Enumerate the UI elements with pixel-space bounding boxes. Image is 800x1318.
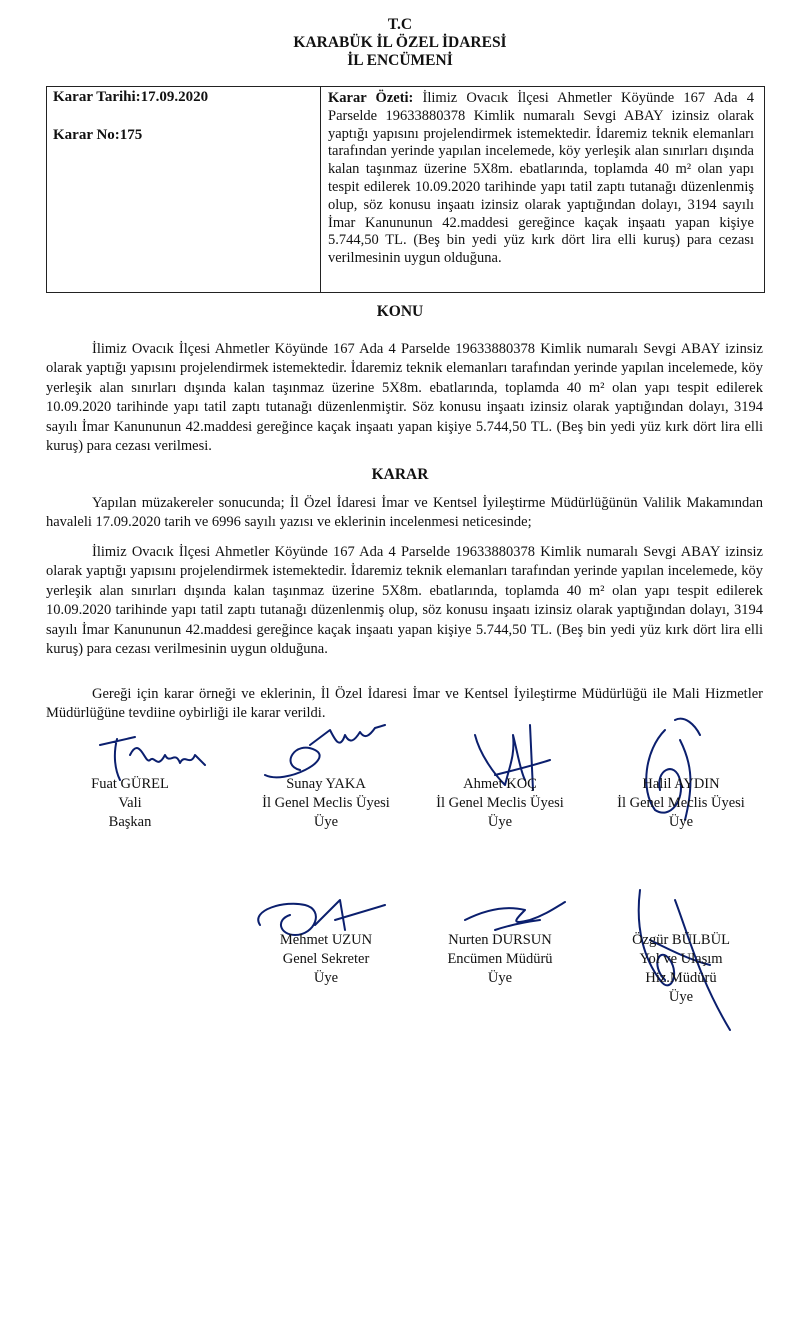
box-divider <box>320 87 321 292</box>
signatory-7 <box>596 931 766 1007</box>
karar-para-1: Yapılan müzakereler sonucunda; İl Özel İdaresi İmar ve Kentsel İyileştirme Müdürlüğünün Valilik Makamından havaleli 17.09.2020 tarih ve 6996 sayılı yazısı ve eklerinin incelenmesi neticesinde; <box>46 495 763 531</box>
konu-title: KONU <box>376 303 424 320</box>
signatory-title: Genel Sekreter <box>282 951 370 967</box>
signatory-role: Üye <box>668 814 694 830</box>
decision-summary <box>328 90 754 268</box>
signatory-title: İl Genel Meclis Üyesi <box>436 795 564 811</box>
signatory-title: Encümen Müdürü <box>447 951 553 967</box>
signatory-role: Başkan <box>108 814 152 830</box>
signatory-name: Sunay YAKA <box>286 776 366 792</box>
signatory-role: Üye <box>668 989 694 1005</box>
konu-text: İlimiz Ovacık İlçesi Ahmetler Köyünde 167 Ada 4 Parselde 19633880378 Kimlik numaralı Sevgi ABAY izinsiz olarak yaptığı yapısını projelendirmek istemektedir. İdaremiz teknik elemanları tarafından yerinde yapılan incelemede, köy yerleşik alan sınırları dışında kalan taşınmaz üzerine 5X8m. ebatlarında, toplamda 40 m² olan yapı tespit edilerek 10.09.2020 tarihinde yapı tatil zaptı tutanağı düzenlenmiştir. Söz konusu inşaatı izinsiz olarak yaptığından dolayı, 3194 sayılı İmar Kanununun 42.maddesi gereğince kaçak inşaatı yapan kişiye 5.744,50 TL. (Beş bin yedi yüz kırk dört lira elli kuruş) para cezası verilmesi. <box>46 341 763 455</box>
signatory-title: İl Genel Meclis Üyesi <box>617 795 745 811</box>
karar-para-2: İlimiz Ovacık İlçesi Ahmetler Köyünde 167 Ada 4 Parselde 19633880378 Kimlik numaralı Sevgi ABAY izinsiz olarak yaptığı yapısını projelendirmek istemektedir. İdaremiz teknik elemanları tarafından yerinde yapılan incelemede, köy yerleşik alan sınırları dışında kalan taşınmaz üzerine 5X8m. ebatlarında, toplamda 40 m² olan yapı tespit edilerek 10.09.2020 tarihinde yapı tatil zaptı tutanağı düzenlenmiş olup, söz konusu inşaatı izinsiz olarak yaptığından dolayı, 3194 sayılı İmar Kanununun 42.maddesi gereğince kaçak inşaatı yapan kişiye 5.744,50 TL. (Beş bin yedi yüz kırk dört lira elli kuruş) para cezası verilmesinin uygun olduğuna. <box>46 544 763 658</box>
header-council: İL ENCÜMENİ <box>347 52 453 69</box>
signatory-name: Mehmet UZUN <box>279 932 373 948</box>
signatory-name: Özgür BÜLBÜL <box>632 932 730 948</box>
signatory-5 <box>241 931 411 988</box>
signatory-name: Ahmet KOÇ <box>463 776 537 792</box>
signatory-title: Yol ve Ulaşım <box>639 951 723 967</box>
signatory-name: Nurten DURSUN <box>448 932 552 948</box>
signatory-title: İl Genel Meclis Üyesi <box>262 795 390 811</box>
signatory-role: Üye <box>313 814 339 830</box>
signatory-role: Üye <box>487 814 513 830</box>
summary-label: Karar Özeti: <box>328 90 414 106</box>
decision-number: Karar No:175 <box>53 127 143 143</box>
signatory-role: Üye <box>313 970 339 986</box>
karar-para-3: Gereği için karar örneği ve eklerinin, İl Özel İdaresi İmar ve Kentsel İyileştirme Müdürlüğü ile Mali Hizmetler Müdürlüğüne tevdiine oybirliği ile karar verildi. <box>46 686 763 722</box>
signatory-4 <box>596 775 766 832</box>
summary-text: İlimiz Ovacık İlçesi Ahmetler Köyünde 167 Ada 4 Parselde 19633880378 Kimlik numaralı Sevgi ABAY izinsiz olarak yaptığı yapısını projelendirmek istemektedir. İdaremiz teknik elemanları tarafından yerinde yapılan incelemede, köy yerleşik alan sınırları dışında kalan taşınmaz üzerine 5X8m. ebatlarında, toplamda 40 m² olan yapı tespit edilerek 10.09.2020 tarihinde yapı tatil zaptı tutanağı düzenlenmiş olup, söz konusu inşaatı izinsiz olarak yaptığından dolayı, 3194 sayılı İmar Kanununun 42.maddesi gereğince kaçak inşaatı yapan kişiye 5.744,50 TL. (Beş bin yedi yüz kırk dört lira elli kuruş) para cezası verilmesinin uygun olduğuna. <box>328 90 755 267</box>
signatory-name: Halil AYDIN <box>642 776 720 792</box>
signatory-6 <box>415 931 585 988</box>
signatory-1 <box>45 775 215 832</box>
karar-title: KARAR <box>371 466 429 483</box>
signatory-role: Üye <box>487 970 513 986</box>
header-institution: KARABÜK İL ÖZEL İDARESİ <box>293 34 507 51</box>
signatory-2 <box>241 775 411 832</box>
decision-date: Karar Tarihi:17.09.2020 <box>53 89 209 105</box>
signatory-title-2: Hiz.Müdürü <box>645 970 717 986</box>
signatory-3 <box>415 775 585 832</box>
header-tc: T.C <box>387 16 413 33</box>
signatory-title: Vali <box>118 795 142 811</box>
decision-box <box>46 86 765 293</box>
signatory-name: Fuat GÜREL <box>91 776 169 792</box>
